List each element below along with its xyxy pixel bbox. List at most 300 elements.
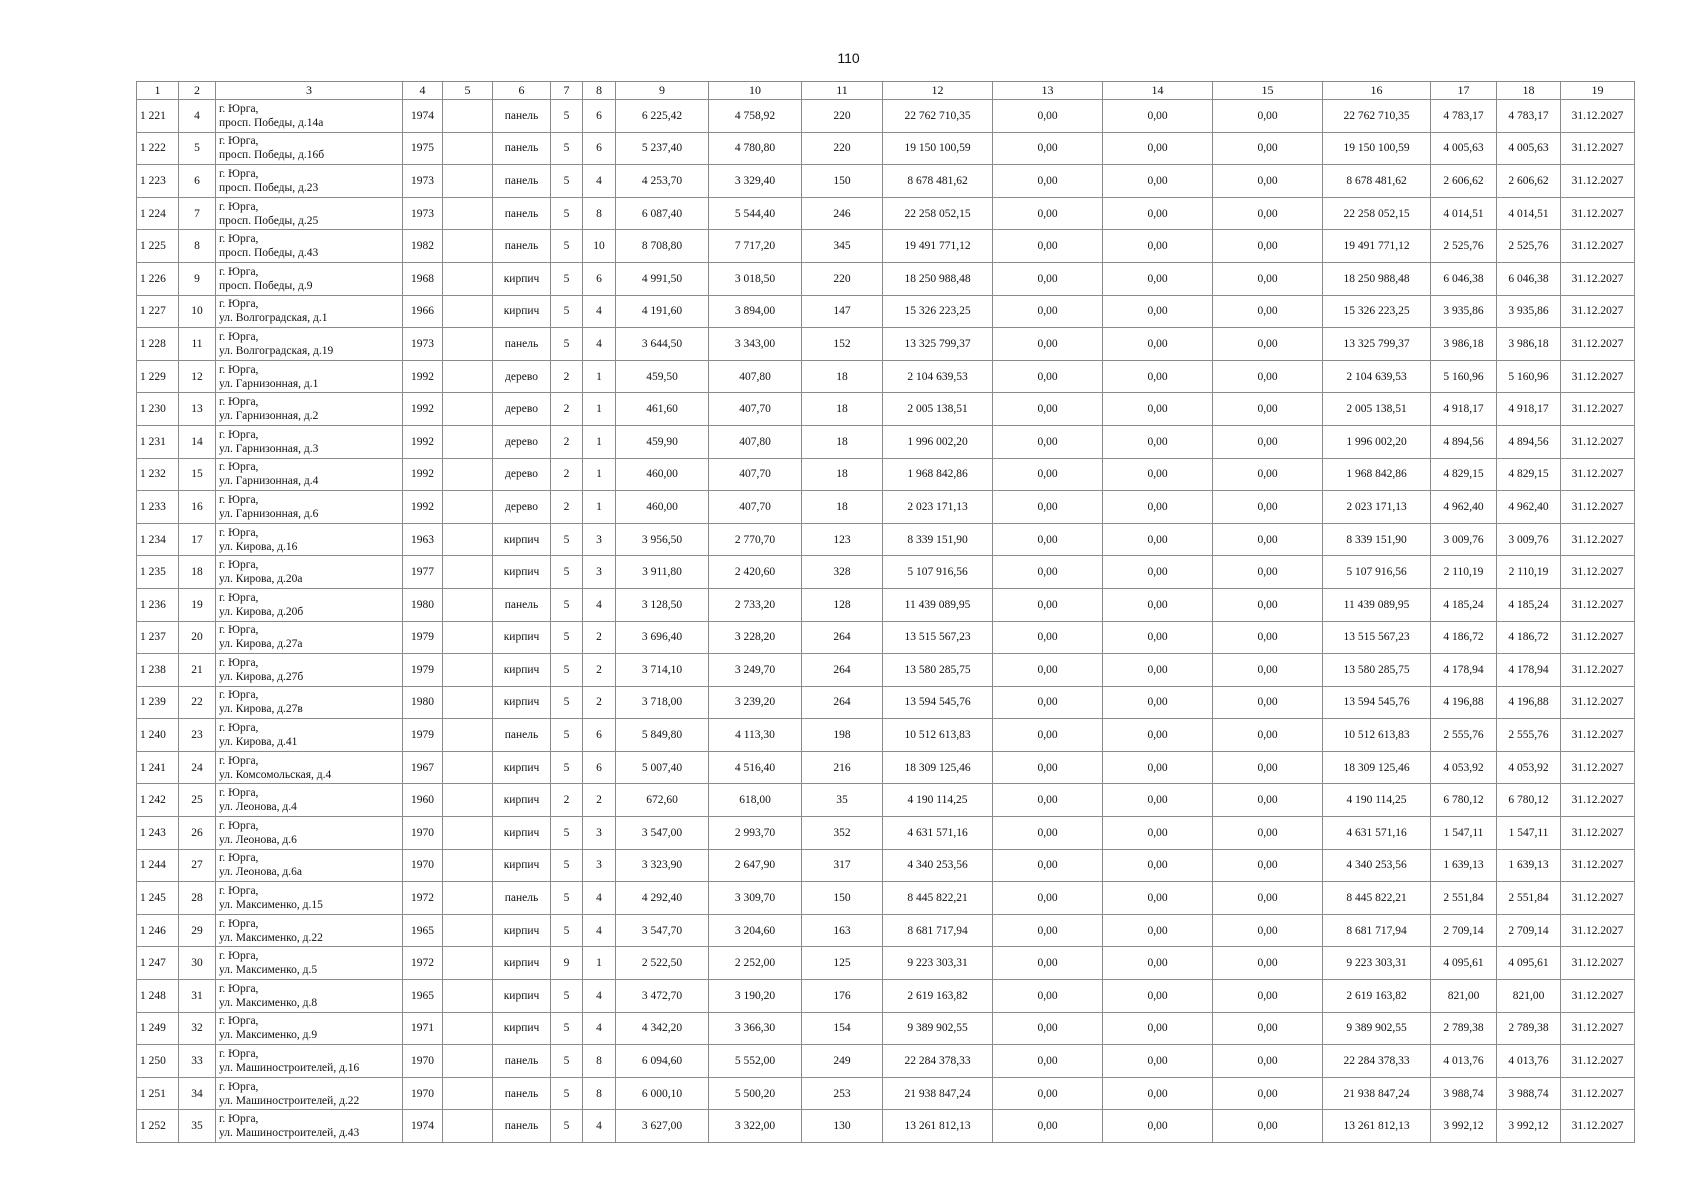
row-number-cell: 7 — [179, 197, 216, 230]
table-row — [137, 328, 1635, 361]
owners-funds-cell: 8 681 717,94 — [1323, 914, 1431, 947]
col-13-cost-cell: 0,00 — [993, 1045, 1103, 1078]
year-built-cell: 1970 — [403, 849, 443, 882]
column-header-12: 12 — [883, 82, 993, 100]
total-area-cell: 3 718,00 — [616, 686, 709, 719]
wall-material-cell: кирпич — [493, 621, 551, 654]
cost-per-sqm-cell: 3 988,74 — [1431, 1077, 1497, 1110]
year-built-cell: 1974 — [403, 100, 443, 133]
address-cell — [216, 523, 403, 556]
col-14-cost-cell: 0,00 — [1103, 132, 1213, 165]
address-city: г. Юрга, — [219, 722, 259, 735]
col-13-cost-cell: 0,00 — [993, 588, 1103, 621]
address-street: ул. Кирова, д.27б — [219, 670, 304, 683]
row-number-cell: 11 — [179, 328, 216, 361]
row-id-cell: 1 250 — [137, 1045, 179, 1078]
column-header-2: 2 — [179, 82, 216, 100]
table-row — [137, 393, 1635, 426]
address-city: г. Юрга, — [219, 656, 259, 669]
floors-cell: 9 — [551, 947, 583, 980]
wall-material-cell: кирпич — [493, 556, 551, 589]
column-header-13: 13 — [993, 82, 1103, 100]
address-city: г. Юрга, — [219, 852, 259, 865]
living-area-cell: 3 322,00 — [709, 1110, 802, 1143]
column-header-18: 18 — [1497, 82, 1561, 100]
total-area-cell: 3 128,50 — [616, 588, 709, 621]
entrances-cell: 3 — [583, 849, 616, 882]
living-area-cell: 2 647,90 — [709, 849, 802, 882]
entrances-cell: 1 — [583, 425, 616, 458]
max-cost-per-sqm-cell: 2 789,38 — [1497, 1012, 1561, 1045]
address-city: г. Юрга, — [219, 689, 259, 702]
wall-material-cell: кирпич — [493, 849, 551, 882]
address-city: г. Юрга, — [219, 917, 259, 930]
living-area-cell: 3 228,20 — [709, 621, 802, 654]
col-15-cost-cell: 0,00 — [1213, 621, 1323, 654]
living-area-cell: 3 249,70 — [709, 654, 802, 687]
row-id-cell: 1 243 — [137, 817, 179, 850]
row-number-cell: 28 — [179, 882, 216, 915]
col-13-cost-cell: 0,00 — [993, 295, 1103, 328]
residents-cell: 125 — [802, 947, 883, 980]
col-5-cell — [443, 751, 493, 784]
total-area-cell: 5 849,80 — [616, 719, 709, 752]
total-cost-cell: 2 005 138,51 — [883, 393, 993, 426]
owners-funds-cell: 21 938 847,24 — [1323, 1077, 1431, 1110]
col-14-cost-cell: 0,00 — [1103, 360, 1213, 393]
row-id-cell: 1 230 — [137, 393, 179, 426]
table-row — [137, 654, 1635, 687]
row-number-cell: 21 — [179, 654, 216, 687]
floors-cell: 5 — [551, 523, 583, 556]
living-area-cell: 7 717,20 — [709, 230, 802, 263]
address-city: г. Юрга, — [219, 167, 259, 180]
col-14-cost-cell: 0,00 — [1103, 882, 1213, 915]
year-built-cell: 1973 — [403, 197, 443, 230]
completion-date-cell: 31.12.2027 — [1561, 425, 1635, 458]
max-cost-per-sqm-cell: 4 894,56 — [1497, 425, 1561, 458]
residents-cell: 150 — [802, 882, 883, 915]
address-street: ул. Кирова, д.20а — [219, 573, 303, 586]
row-id-cell: 1 234 — [137, 523, 179, 556]
completion-date-cell: 31.12.2027 — [1561, 784, 1635, 817]
total-area-cell: 3 696,40 — [616, 621, 709, 654]
row-number-cell: 33 — [179, 1045, 216, 1078]
address-street: ул. Гарнизонная, д.6 — [219, 507, 319, 520]
address-cell — [216, 654, 403, 687]
wall-material-cell: панель — [493, 197, 551, 230]
owners-funds-cell: 9 389 902,55 — [1323, 1012, 1431, 1045]
col-14-cost-cell: 0,00 — [1103, 914, 1213, 947]
owners-funds-cell: 13 515 567,23 — [1323, 621, 1431, 654]
living-area-cell: 3 329,40 — [709, 165, 802, 198]
column-header-11: 11 — [802, 82, 883, 100]
owners-funds-cell: 1 968 842,86 — [1323, 458, 1431, 491]
row-id-cell: 1 222 — [137, 132, 179, 165]
address-city: г. Юрга, — [219, 885, 259, 898]
year-built-cell: 1992 — [403, 491, 443, 524]
row-id-cell: 1 245 — [137, 882, 179, 915]
max-cost-per-sqm-cell: 4 783,17 — [1497, 100, 1561, 133]
address-street: просп. Победы, д.16б — [219, 149, 325, 162]
residents-cell: 163 — [802, 914, 883, 947]
owners-funds-cell: 5 107 916,56 — [1323, 556, 1431, 589]
wall-material-cell: кирпич — [493, 751, 551, 784]
row-id-cell: 1 237 — [137, 621, 179, 654]
max-cost-per-sqm-cell: 4 185,24 — [1497, 588, 1561, 621]
wall-material-cell: панель — [493, 1110, 551, 1143]
table-row — [137, 523, 1635, 556]
row-number-cell: 23 — [179, 719, 216, 752]
col-14-cost-cell: 0,00 — [1103, 621, 1213, 654]
cost-per-sqm-cell: 4 783,17 — [1431, 100, 1497, 133]
floors-cell: 5 — [551, 588, 583, 621]
address-cell — [216, 849, 403, 882]
residents-cell: 123 — [802, 523, 883, 556]
col-13-cost-cell: 0,00 — [993, 230, 1103, 263]
col-5-cell — [443, 556, 493, 589]
col-5-cell — [443, 523, 493, 556]
col-15-cost-cell: 0,00 — [1213, 1045, 1323, 1078]
residents-cell: 220 — [802, 262, 883, 295]
address-street: ул. Кирова, д.27а — [219, 638, 303, 651]
total-area-cell: 5 237,40 — [616, 132, 709, 165]
owners-funds-cell: 15 326 223,25 — [1323, 295, 1431, 328]
living-area-cell: 2 993,70 — [709, 817, 802, 850]
completion-date-cell: 31.12.2027 — [1561, 588, 1635, 621]
row-id-cell: 1 225 — [137, 230, 179, 263]
total-cost-cell: 13 261 812,13 — [883, 1110, 993, 1143]
col-14-cost-cell: 0,00 — [1103, 719, 1213, 752]
row-number-cell: 19 — [179, 588, 216, 621]
col-14-cost-cell: 0,00 — [1103, 523, 1213, 556]
entrances-cell: 8 — [583, 1045, 616, 1078]
row-id-cell: 1 231 — [137, 425, 179, 458]
owners-funds-cell: 22 258 052,15 — [1323, 197, 1431, 230]
owners-funds-cell: 13 594 545,76 — [1323, 686, 1431, 719]
col-13-cost-cell: 0,00 — [993, 262, 1103, 295]
living-area-cell: 3 239,20 — [709, 686, 802, 719]
col-14-cost-cell: 0,00 — [1103, 100, 1213, 133]
col-13-cost-cell: 0,00 — [993, 784, 1103, 817]
total-area-cell: 2 522,50 — [616, 947, 709, 980]
completion-date-cell: 31.12.2027 — [1561, 360, 1635, 393]
row-id-cell: 1 232 — [137, 458, 179, 491]
col-15-cost-cell: 0,00 — [1213, 914, 1323, 947]
year-built-cell: 1968 — [403, 262, 443, 295]
col-13-cost-cell: 0,00 — [993, 914, 1103, 947]
address-cell — [216, 980, 403, 1013]
row-id-cell: 1 240 — [137, 719, 179, 752]
col-5-cell — [443, 360, 493, 393]
row-id-cell: 1 224 — [137, 197, 179, 230]
table-row — [137, 751, 1635, 784]
wall-material-cell: кирпич — [493, 784, 551, 817]
address-street: просп. Победы, д.43 — [219, 247, 319, 260]
address-cell — [216, 328, 403, 361]
total-cost-cell: 8 678 481,62 — [883, 165, 993, 198]
owners-funds-cell: 22 762 710,35 — [1323, 100, 1431, 133]
address-cell — [216, 132, 403, 165]
wall-material-cell: кирпич — [493, 523, 551, 556]
address-street: ул. Максименко, д.15 — [219, 899, 323, 912]
cost-per-sqm-cell: 4 014,51 — [1431, 197, 1497, 230]
column-header-8: 8 — [583, 82, 616, 100]
floors-cell: 2 — [551, 784, 583, 817]
address-cell — [216, 100, 403, 133]
max-cost-per-sqm-cell: 2 110,19 — [1497, 556, 1561, 589]
col-15-cost-cell: 0,00 — [1213, 1012, 1323, 1045]
col-14-cost-cell: 0,00 — [1103, 491, 1213, 524]
max-cost-per-sqm-cell: 2 525,76 — [1497, 230, 1561, 263]
row-number-cell: 31 — [179, 980, 216, 1013]
total-cost-cell: 18 250 988,48 — [883, 262, 993, 295]
row-id-cell: 1 228 — [137, 328, 179, 361]
max-cost-per-sqm-cell: 821,00 — [1497, 980, 1561, 1013]
address-street: ул. Волгоградская, д.19 — [219, 344, 334, 357]
total-area-cell: 3 323,90 — [616, 849, 709, 882]
col-15-cost-cell: 0,00 — [1213, 882, 1323, 915]
col-13-cost-cell: 0,00 — [993, 165, 1103, 198]
total-cost-cell: 13 580 285,75 — [883, 654, 993, 687]
total-cost-cell: 11 439 089,95 — [883, 588, 993, 621]
address-cell — [216, 393, 403, 426]
residents-cell: 216 — [802, 751, 883, 784]
col-13-cost-cell: 0,00 — [993, 360, 1103, 393]
col-5-cell — [443, 100, 493, 133]
col-5-cell — [443, 914, 493, 947]
total-cost-cell: 1 996 002,20 — [883, 425, 993, 458]
owners-funds-cell: 22 284 378,33 — [1323, 1045, 1431, 1078]
row-id-cell: 1 251 — [137, 1077, 179, 1110]
floors-cell: 5 — [551, 1077, 583, 1110]
total-cost-cell: 8 681 717,94 — [883, 914, 993, 947]
entrances-cell: 8 — [583, 1077, 616, 1110]
total-area-cell: 3 472,70 — [616, 980, 709, 1013]
living-area-cell: 2 770,70 — [709, 523, 802, 556]
residents-cell: 249 — [802, 1045, 883, 1078]
address-city: г. Юрга, — [219, 396, 259, 409]
floors-cell: 5 — [551, 295, 583, 328]
completion-date-cell: 31.12.2027 — [1561, 523, 1635, 556]
col-5-cell — [443, 425, 493, 458]
address-cell — [216, 230, 403, 263]
total-area-cell: 6 094,60 — [616, 1045, 709, 1078]
address-street: ул. Гарнизонная, д.1 — [219, 377, 319, 390]
row-number-cell: 8 — [179, 230, 216, 263]
total-cost-cell: 22 284 378,33 — [883, 1045, 993, 1078]
owners-funds-cell: 11 439 089,95 — [1323, 588, 1431, 621]
total-cost-cell: 10 512 613,83 — [883, 719, 993, 752]
max-cost-per-sqm-cell: 4 095,61 — [1497, 947, 1561, 980]
floors-cell: 5 — [551, 621, 583, 654]
entrances-cell: 4 — [583, 1012, 616, 1045]
cost-per-sqm-cell: 2 709,14 — [1431, 914, 1497, 947]
cost-per-sqm-cell: 3 009,76 — [1431, 523, 1497, 556]
entrances-cell: 4 — [583, 165, 616, 198]
address-cell — [216, 947, 403, 980]
row-id-cell: 1 235 — [137, 556, 179, 589]
living-area-cell: 2 733,20 — [709, 588, 802, 621]
wall-material-cell: панель — [493, 100, 551, 133]
col-13-cost-cell: 0,00 — [993, 719, 1103, 752]
table-row — [137, 491, 1635, 524]
max-cost-per-sqm-cell: 6 780,12 — [1497, 784, 1561, 817]
address-cell — [216, 165, 403, 198]
max-cost-per-sqm-cell: 4 829,15 — [1497, 458, 1561, 491]
col-5-cell — [443, 295, 493, 328]
col-14-cost-cell: 0,00 — [1103, 295, 1213, 328]
address-city: г. Юрга, — [219, 200, 259, 213]
completion-date-cell: 31.12.2027 — [1561, 328, 1635, 361]
col-13-cost-cell: 0,00 — [993, 458, 1103, 491]
residents-cell: 264 — [802, 654, 883, 687]
entrances-cell: 1 — [583, 491, 616, 524]
owners-funds-cell: 8 678 481,62 — [1323, 165, 1431, 198]
completion-date-cell: 31.12.2027 — [1561, 947, 1635, 980]
row-number-cell: 5 — [179, 132, 216, 165]
owners-funds-cell: 18 309 125,46 — [1323, 751, 1431, 784]
col-15-cost-cell: 0,00 — [1213, 654, 1323, 687]
max-cost-per-sqm-cell: 4 053,92 — [1497, 751, 1561, 784]
col-5-cell — [443, 849, 493, 882]
completion-date-cell: 31.12.2027 — [1561, 686, 1635, 719]
total-area-cell: 3 644,50 — [616, 328, 709, 361]
wall-material-cell: кирпич — [493, 817, 551, 850]
col-14-cost-cell: 0,00 — [1103, 849, 1213, 882]
total-area-cell: 672,60 — [616, 784, 709, 817]
total-area-cell: 8 708,80 — [616, 230, 709, 263]
column-number-header-row — [137, 82, 1635, 100]
row-id-cell: 1 249 — [137, 1012, 179, 1045]
year-built-cell: 1960 — [403, 784, 443, 817]
completion-date-cell: 31.12.2027 — [1561, 100, 1635, 133]
row-id-cell: 1 252 — [137, 1110, 179, 1143]
completion-date-cell: 31.12.2027 — [1561, 458, 1635, 491]
floors-cell: 5 — [551, 817, 583, 850]
col-14-cost-cell: 0,00 — [1103, 458, 1213, 491]
total-cost-cell: 1 968 842,86 — [883, 458, 993, 491]
year-built-cell: 1973 — [403, 328, 443, 361]
col-15-cost-cell: 0,00 — [1213, 523, 1323, 556]
address-street: просп. Победы, д.14а — [219, 116, 324, 129]
residents-cell: 18 — [802, 360, 883, 393]
col-15-cost-cell: 0,00 — [1213, 328, 1323, 361]
wall-material-cell: кирпич — [493, 686, 551, 719]
entrances-cell: 4 — [583, 328, 616, 361]
col-15-cost-cell: 0,00 — [1213, 132, 1323, 165]
entrances-cell: 6 — [583, 751, 616, 784]
col-5-cell — [443, 686, 493, 719]
total-area-cell: 4 342,20 — [616, 1012, 709, 1045]
total-cost-cell: 4 190 114,25 — [883, 784, 993, 817]
address-cell — [216, 491, 403, 524]
cost-per-sqm-cell: 4 918,17 — [1431, 393, 1497, 426]
completion-date-cell: 31.12.2027 — [1561, 1012, 1635, 1045]
total-area-cell: 460,00 — [616, 458, 709, 491]
address-cell — [216, 1077, 403, 1110]
entrances-cell: 3 — [583, 817, 616, 850]
col-15-cost-cell: 0,00 — [1213, 849, 1323, 882]
col-13-cost-cell: 0,00 — [993, 556, 1103, 589]
column-header-17: 17 — [1431, 82, 1497, 100]
col-15-cost-cell: 0,00 — [1213, 719, 1323, 752]
total-area-cell: 3 714,10 — [616, 654, 709, 687]
entrances-cell: 1 — [583, 360, 616, 393]
row-id-cell: 1 223 — [137, 165, 179, 198]
total-area-cell: 4 991,50 — [616, 262, 709, 295]
table-row — [137, 1045, 1635, 1078]
col-15-cost-cell: 0,00 — [1213, 817, 1323, 850]
year-built-cell: 1979 — [403, 719, 443, 752]
address-street: ул. Комсомольская, д.4 — [219, 768, 332, 781]
row-number-cell: 6 — [179, 165, 216, 198]
total-cost-cell: 2 104 639,53 — [883, 360, 993, 393]
row-id-cell: 1 241 — [137, 751, 179, 784]
cost-per-sqm-cell: 4 196,88 — [1431, 686, 1497, 719]
year-built-cell: 1963 — [403, 523, 443, 556]
col-5-cell — [443, 719, 493, 752]
col-14-cost-cell: 0,00 — [1103, 425, 1213, 458]
total-area-cell: 460,00 — [616, 491, 709, 524]
total-area-cell: 3 627,00 — [616, 1110, 709, 1143]
row-number-cell: 13 — [179, 393, 216, 426]
row-number-cell: 10 — [179, 295, 216, 328]
col-5-cell — [443, 817, 493, 850]
max-cost-per-sqm-cell: 2 551,84 — [1497, 882, 1561, 915]
entrances-cell: 4 — [583, 980, 616, 1013]
residents-cell: 18 — [802, 425, 883, 458]
col-15-cost-cell: 0,00 — [1213, 230, 1323, 263]
address-cell — [216, 784, 403, 817]
completion-date-cell: 31.12.2027 — [1561, 817, 1635, 850]
wall-material-cell: кирпич — [493, 914, 551, 947]
completion-date-cell: 31.12.2027 — [1561, 132, 1635, 165]
wall-material-cell: кирпич — [493, 295, 551, 328]
completion-date-cell: 31.12.2027 — [1561, 882, 1635, 915]
col-14-cost-cell: 0,00 — [1103, 1012, 1213, 1045]
row-id-cell: 1 239 — [137, 686, 179, 719]
row-id-cell: 1 236 — [137, 588, 179, 621]
address-city: г. Юрга, — [219, 265, 259, 278]
year-built-cell: 1970 — [403, 1077, 443, 1110]
wall-material-cell: дерево — [493, 360, 551, 393]
living-area-cell: 407,70 — [709, 393, 802, 426]
residents-cell: 18 — [802, 491, 883, 524]
col-5-cell — [443, 784, 493, 817]
wall-material-cell: кирпич — [493, 262, 551, 295]
max-cost-per-sqm-cell: 6 046,38 — [1497, 262, 1561, 295]
completion-date-cell: 31.12.2027 — [1561, 1077, 1635, 1110]
cost-per-sqm-cell: 4 186,72 — [1431, 621, 1497, 654]
row-number-cell: 17 — [179, 523, 216, 556]
address-street: ул. Гарнизонная, д.3 — [219, 442, 319, 455]
living-area-cell: 407,80 — [709, 360, 802, 393]
row-number-cell: 25 — [179, 784, 216, 817]
max-cost-per-sqm-cell: 2 555,76 — [1497, 719, 1561, 752]
owners-funds-cell: 4 340 253,56 — [1323, 849, 1431, 882]
table-row — [137, 458, 1635, 491]
total-cost-cell: 21 938 847,24 — [883, 1077, 993, 1110]
owners-funds-cell: 8 445 822,21 — [1323, 882, 1431, 915]
cost-per-sqm-cell: 4 829,15 — [1431, 458, 1497, 491]
col-13-cost-cell: 0,00 — [993, 1077, 1103, 1110]
floors-cell: 5 — [551, 328, 583, 361]
column-header-5: 5 — [443, 82, 493, 100]
wall-material-cell: кирпич — [493, 980, 551, 1013]
owners-funds-cell: 13 580 285,75 — [1323, 654, 1431, 687]
col-14-cost-cell: 0,00 — [1103, 165, 1213, 198]
